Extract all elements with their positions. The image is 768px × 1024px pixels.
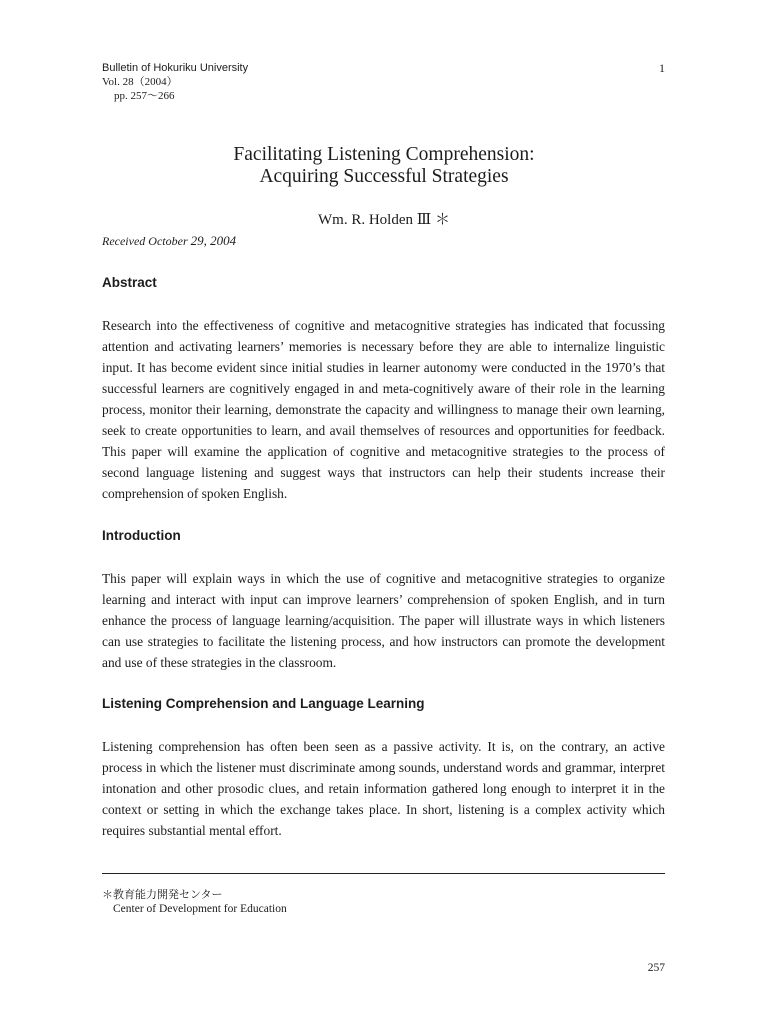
listening-section-heading: Listening Comprehension and Language Learning bbox=[102, 696, 425, 711]
author-name: Wm. R. Holden Ⅲ ＊ bbox=[318, 212, 450, 228]
footnote bbox=[102, 887, 287, 917]
abstract-heading: Abstract bbox=[102, 275, 157, 290]
received-date-value: 29, 2004 bbox=[190, 233, 237, 248]
footnote-english: Center of Development for Education bbox=[113, 903, 287, 915]
listening-section-text: Listening comprehension has often been seen as a passive activity. It is, on the contrary, an active process in which the listener must discriminate among sounds, understand words and grammar, interpret intonation and other prosodic clues, and retain information gathered long enough to interpret it in the context or setting in which the exchange takes place. In short, listening is a complex activity which requires substantial mental effort. bbox=[102, 739, 665, 838]
received-label: Received October bbox=[102, 234, 188, 248]
received-date bbox=[102, 233, 236, 249]
introduction-heading: Introduction bbox=[102, 528, 181, 543]
page-number-bottom: 257 bbox=[647, 962, 665, 974]
title-line-2: Acquiring Successful Strategies bbox=[259, 166, 509, 187]
journal-pages: pp. 257〜266 bbox=[114, 90, 175, 102]
title-line-1: Facilitating Listening Comprehension: bbox=[233, 144, 535, 165]
page-number-top: 1 bbox=[659, 61, 665, 75]
journal-volume: Vol. 28（2004） bbox=[102, 76, 178, 88]
running-header bbox=[102, 61, 248, 103]
introduction-text: This paper will explain ways in which the use of cognitive and metacognitive strategies to organize learning and interact with input can improve learners’ comprehension of spoken English, and in turn enhance the process of language learning/acquisition. The paper will illustrate ways in which listeners can use strategies to facilitate the listening process, and how instructors can promote the development and use of these strategies in the classroom. bbox=[102, 571, 665, 670]
footnote-japanese: ＊教育能力開発センター bbox=[102, 888, 223, 901]
footnote-divider bbox=[102, 873, 665, 874]
paper-title bbox=[0, 144, 768, 188]
abstract-text: Research into the effectiveness of cognitive and metacognitive strategies has indicated that focussing attention and activating learners’ memories is necessary before they are able to internalize linguistic input. It has become evident since initial studies in learner autonomy were conducted in the 1970’s that successful learners are cognitively engaged in and meta-cognitively aware of their role in the learning process, monitor their learning, demonstrate the capacity and willingness to manage their own learning, seek to create opportunities to learn, and avail themselves of resources and opportunities for feedback. This paper will examine the application of cognitive and metacognitive strategies to the process of second language listening and suggest ways that instructors can help their students increase their comprehension of spoken English. bbox=[102, 318, 665, 501]
journal-name: Bulletin of Hokuriku University bbox=[102, 62, 249, 74]
